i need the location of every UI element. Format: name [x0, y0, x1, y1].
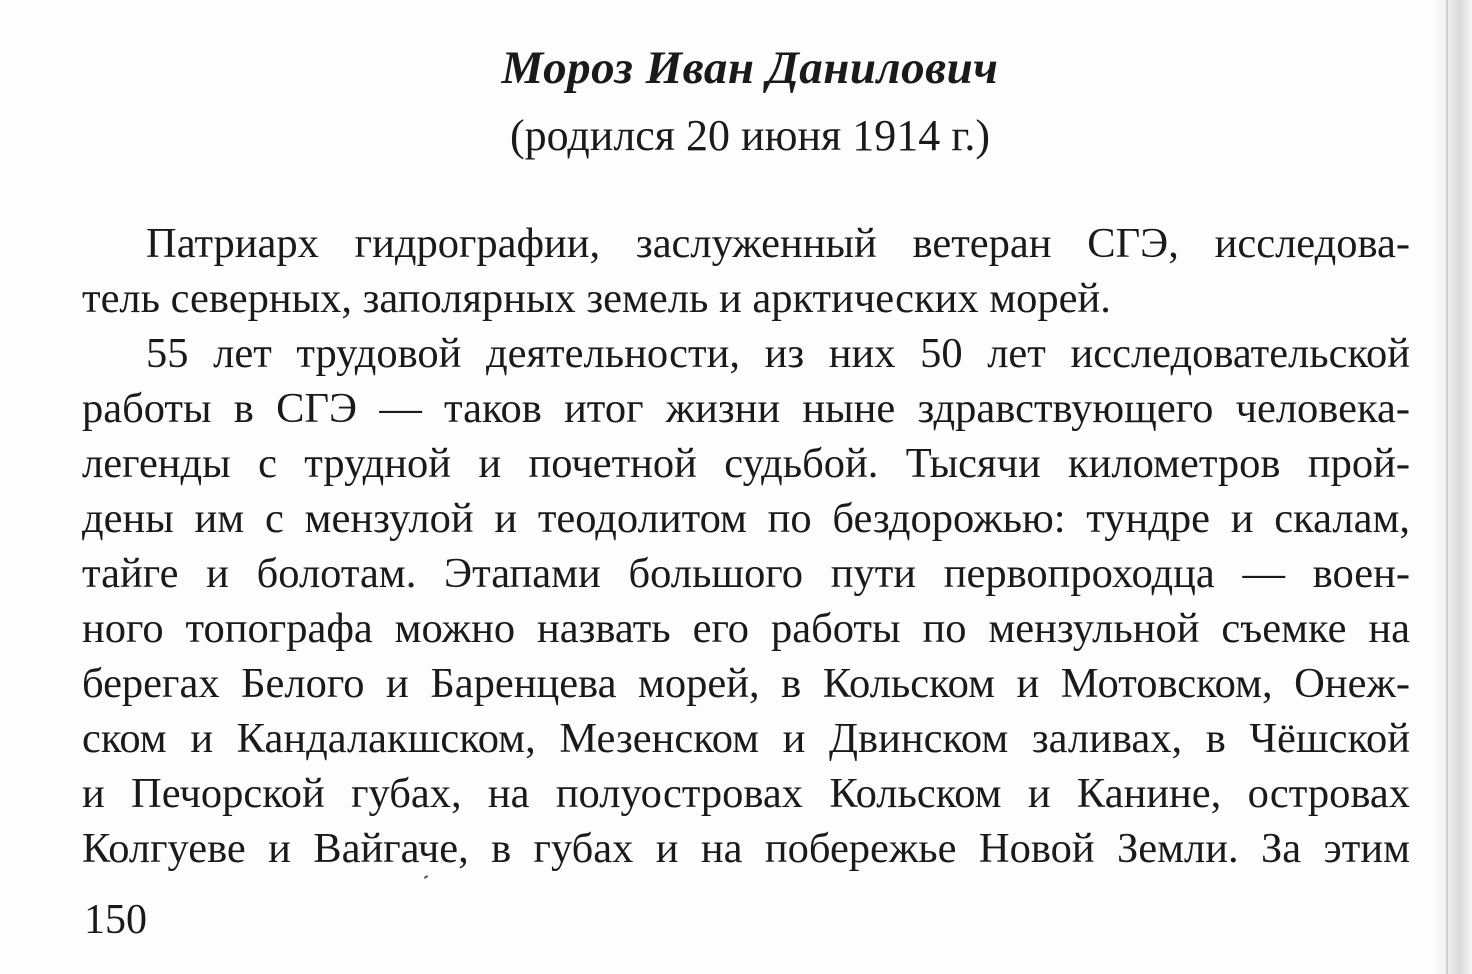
paragraph-1-line: тель северных, заполярных земель и арктических морей.: [82, 275, 1111, 322]
paragraph-2-line: берегах Белого и Баренцева морей, в Кольском и Мотовском, Онеж-: [82, 660, 1410, 707]
page-number: 150: [84, 897, 147, 943]
paragraph-2-line: работы в СГЭ — таков итог жизни ныне здравствующего человека-: [82, 385, 1410, 432]
birth-date-subheading: (родился 20 июня 1914 г.): [510, 111, 990, 160]
paragraph-1-line: Патриарх гидрографии, заслуженный ветеран СГЭ, исследова-: [146, 220, 1410, 267]
scan-speck: [424, 875, 428, 879]
person-name-heading: Мороз Иван Данилович: [501, 42, 999, 94]
paragraph-2-line: дены им с мензулой и теодолитом по бездорожью: тундре и скалам,: [82, 495, 1410, 542]
paragraph-2-line: тайге и болотам. Этапами большого пути первопроходца — воен-: [82, 550, 1410, 597]
body-text: [82, 216, 1410, 876]
paragraph-2-line: ском и Кандалакшском, Мезенском и Двинском заливах, в Чёшской: [82, 715, 1410, 762]
paragraph-2-line: и Печорской губах, на полуостровах Кольском и Канине, островах: [82, 770, 1410, 817]
paragraph-2-line: 55 лет трудовой деятельности, из них 50 лет исследовательской: [146, 330, 1410, 377]
paragraph-2-line: Колгуеве и Вайгаче, в губах и на побережье Новой Земли. За этим: [82, 825, 1410, 872]
paragraph-2-line: легенды с трудной и почетной судьбой. Тысячи километров прой-: [82, 440, 1410, 487]
paragraph-2-line: ного топографа можно назвать его работы по мензульной съемке на: [82, 605, 1410, 652]
